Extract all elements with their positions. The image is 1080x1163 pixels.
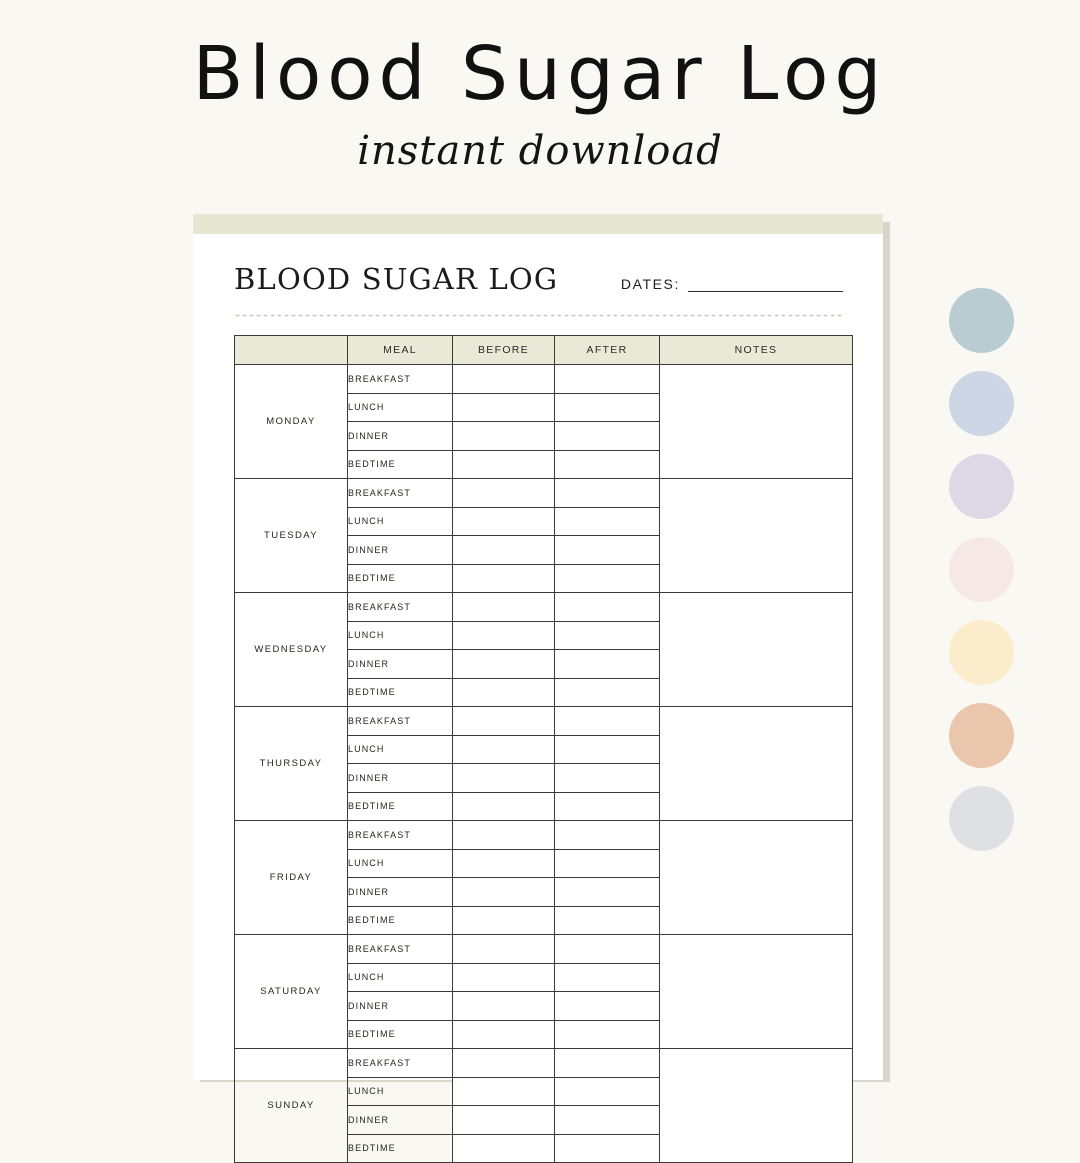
before-entry-cell[interactable] [453, 707, 555, 736]
before-entry-cell[interactable] [453, 935, 555, 964]
meal-label-breakfast: BREAKFAST [348, 821, 453, 850]
meal-label-bedtime: BEDTIME [348, 792, 453, 821]
blood-sugar-table [234, 335, 853, 1163]
after-entry-cell[interactable] [555, 707, 660, 736]
swatch-peach [949, 703, 1014, 768]
before-entry-cell[interactable] [453, 1106, 555, 1135]
col-header-meal: MEAL [348, 336, 453, 365]
notes-entry-cell[interactable] [660, 365, 853, 479]
before-entry-cell[interactable] [453, 821, 555, 850]
dates-label: DATES: [620, 276, 680, 292]
dates-field[interactable] [621, 276, 843, 296]
meal-label-lunch: LUNCH [348, 507, 453, 536]
page-title: Blood Sugar Log [192, 31, 888, 117]
after-entry-cell[interactable] [555, 735, 660, 764]
after-entry-cell[interactable] [555, 507, 660, 536]
after-entry-cell[interactable] [555, 821, 660, 850]
meal-label-breakfast: BREAKFAST [348, 365, 453, 394]
meal-label-bedtime: BEDTIME [348, 564, 453, 593]
dates-input-line[interactable] [688, 278, 843, 292]
after-entry-cell[interactable] [555, 1020, 660, 1049]
meal-label-dinner: DINNER [348, 878, 453, 907]
document-title: BLOOD SUGAR LOG [234, 262, 559, 296]
day-label-tuesday: TUESDAY [235, 479, 348, 593]
meal-label-lunch: LUNCH [348, 1077, 453, 1106]
after-entry-cell[interactable] [555, 764, 660, 793]
col-header-day [235, 336, 348, 365]
sheet-top-band [193, 214, 883, 234]
swatch-blush [949, 537, 1014, 602]
before-entry-cell[interactable] [453, 536, 555, 565]
meal-label-breakfast: BREAKFAST [348, 1049, 453, 1078]
table-header-row [235, 336, 853, 365]
meal-label-bedtime: BEDTIME [348, 1020, 453, 1049]
day-label-monday: MONDAY [235, 365, 348, 479]
meal-label-dinner: DINNER [348, 992, 453, 1021]
meal-label-dinner: DINNER [348, 650, 453, 679]
before-entry-cell[interactable] [453, 422, 555, 451]
day-label-saturday: SATURDAY [235, 935, 348, 1049]
page-subtitle: instant download [357, 127, 723, 174]
dotted-divider [234, 314, 842, 317]
col-header-before: BEFORE [453, 336, 555, 365]
notes-entry-cell[interactable] [660, 935, 853, 1049]
after-entry-cell[interactable] [555, 450, 660, 479]
notes-entry-cell[interactable] [660, 707, 853, 821]
after-entry-cell[interactable] [555, 621, 660, 650]
after-entry-cell[interactable] [555, 992, 660, 1021]
hero-header [0, 0, 1080, 174]
after-entry-cell[interactable] [555, 963, 660, 992]
after-entry-cell[interactable] [555, 1106, 660, 1135]
after-entry-cell[interactable] [555, 1134, 660, 1163]
before-entry-cell[interactable] [453, 849, 555, 878]
table-body [235, 365, 853, 1163]
before-entry-cell[interactable] [453, 365, 555, 394]
meal-label-dinner: DINNER [348, 422, 453, 451]
meal-label-bedtime: BEDTIME [348, 450, 453, 479]
before-entry-cell[interactable] [453, 479, 555, 508]
meal-label-lunch: LUNCH [348, 621, 453, 650]
meal-label-dinner: DINNER [348, 1106, 453, 1135]
before-entry-cell[interactable] [453, 1077, 555, 1106]
table-head [235, 336, 853, 365]
table-row [235, 1049, 853, 1078]
table-row [235, 365, 853, 394]
after-entry-cell[interactable] [555, 1077, 660, 1106]
after-entry-cell[interactable] [555, 792, 660, 821]
after-entry-cell[interactable] [555, 1049, 660, 1078]
table-row [235, 935, 853, 964]
before-entry-cell[interactable] [453, 792, 555, 821]
after-entry-cell[interactable] [555, 479, 660, 508]
before-entry-cell[interactable] [453, 735, 555, 764]
before-entry-cell[interactable] [453, 564, 555, 593]
before-entry-cell[interactable] [453, 1020, 555, 1049]
swatch-lavender [949, 454, 1014, 519]
after-entry-cell[interactable] [555, 365, 660, 394]
swatch-butter [949, 620, 1014, 685]
meal-label-breakfast: BREAKFAST [348, 707, 453, 736]
meal-label-bedtime: BEDTIME [348, 906, 453, 935]
day-label-sunday: SUNDAY [235, 1049, 348, 1163]
before-entry-cell[interactable] [453, 678, 555, 707]
meal-label-lunch: LUNCH [348, 735, 453, 764]
table-row [235, 821, 853, 850]
after-entry-cell[interactable] [555, 564, 660, 593]
before-entry-cell[interactable] [453, 764, 555, 793]
color-swatch-strip [949, 288, 1014, 851]
day-label-friday: FRIDAY [235, 821, 348, 935]
before-entry-cell[interactable] [453, 878, 555, 907]
table-row [235, 707, 853, 736]
before-entry-cell[interactable] [453, 450, 555, 479]
swatch-pale-gray [949, 786, 1014, 851]
table-row [235, 479, 853, 508]
swatch-blue-gray [949, 288, 1014, 353]
meal-label-breakfast: BREAKFAST [348, 935, 453, 964]
document-header [193, 234, 883, 296]
meal-label-lunch: LUNCH [348, 393, 453, 422]
printable-sheet [193, 214, 883, 1154]
table-row [235, 593, 853, 622]
notes-entry-cell[interactable] [660, 821, 853, 935]
day-label-thursday: THURSDAY [235, 707, 348, 821]
after-entry-cell[interactable] [555, 849, 660, 878]
after-entry-cell[interactable] [555, 650, 660, 679]
after-entry-cell[interactable] [555, 422, 660, 451]
before-entry-cell[interactable] [453, 1049, 555, 1078]
before-entry-cell[interactable] [453, 650, 555, 679]
before-entry-cell[interactable] [453, 507, 555, 536]
meal-label-bedtime: BEDTIME [348, 678, 453, 707]
meal-label-breakfast: BREAKFAST [348, 593, 453, 622]
before-entry-cell[interactable] [453, 621, 555, 650]
swatch-periwinkle [949, 371, 1014, 436]
after-entry-cell[interactable] [555, 593, 660, 622]
meal-label-dinner: DINNER [348, 764, 453, 793]
sheet-content [193, 234, 883, 1163]
after-entry-cell[interactable] [555, 878, 660, 907]
before-entry-cell[interactable] [453, 1134, 555, 1163]
meal-label-dinner: DINNER [348, 536, 453, 565]
before-entry-cell[interactable] [453, 963, 555, 992]
before-entry-cell[interactable] [453, 393, 555, 422]
notes-entry-cell[interactable] [660, 1049, 853, 1163]
meal-label-breakfast: BREAKFAST [348, 479, 453, 508]
before-entry-cell[interactable] [453, 992, 555, 1021]
meal-label-lunch: LUNCH [348, 963, 453, 992]
after-entry-cell[interactable] [555, 678, 660, 707]
notes-entry-cell[interactable] [660, 479, 853, 593]
after-entry-cell[interactable] [555, 935, 660, 964]
col-header-after: AFTER [555, 336, 660, 365]
before-entry-cell[interactable] [453, 593, 555, 622]
col-header-notes: NOTES [660, 336, 853, 365]
after-entry-cell[interactable] [555, 393, 660, 422]
after-entry-cell[interactable] [555, 906, 660, 935]
before-entry-cell[interactable] [453, 906, 555, 935]
notes-entry-cell[interactable] [660, 593, 853, 707]
day-label-wednesday: WEDNESDAY [235, 593, 348, 707]
meal-label-bedtime: BEDTIME [348, 1134, 453, 1163]
meal-label-lunch: LUNCH [348, 849, 453, 878]
after-entry-cell[interactable] [555, 536, 660, 565]
